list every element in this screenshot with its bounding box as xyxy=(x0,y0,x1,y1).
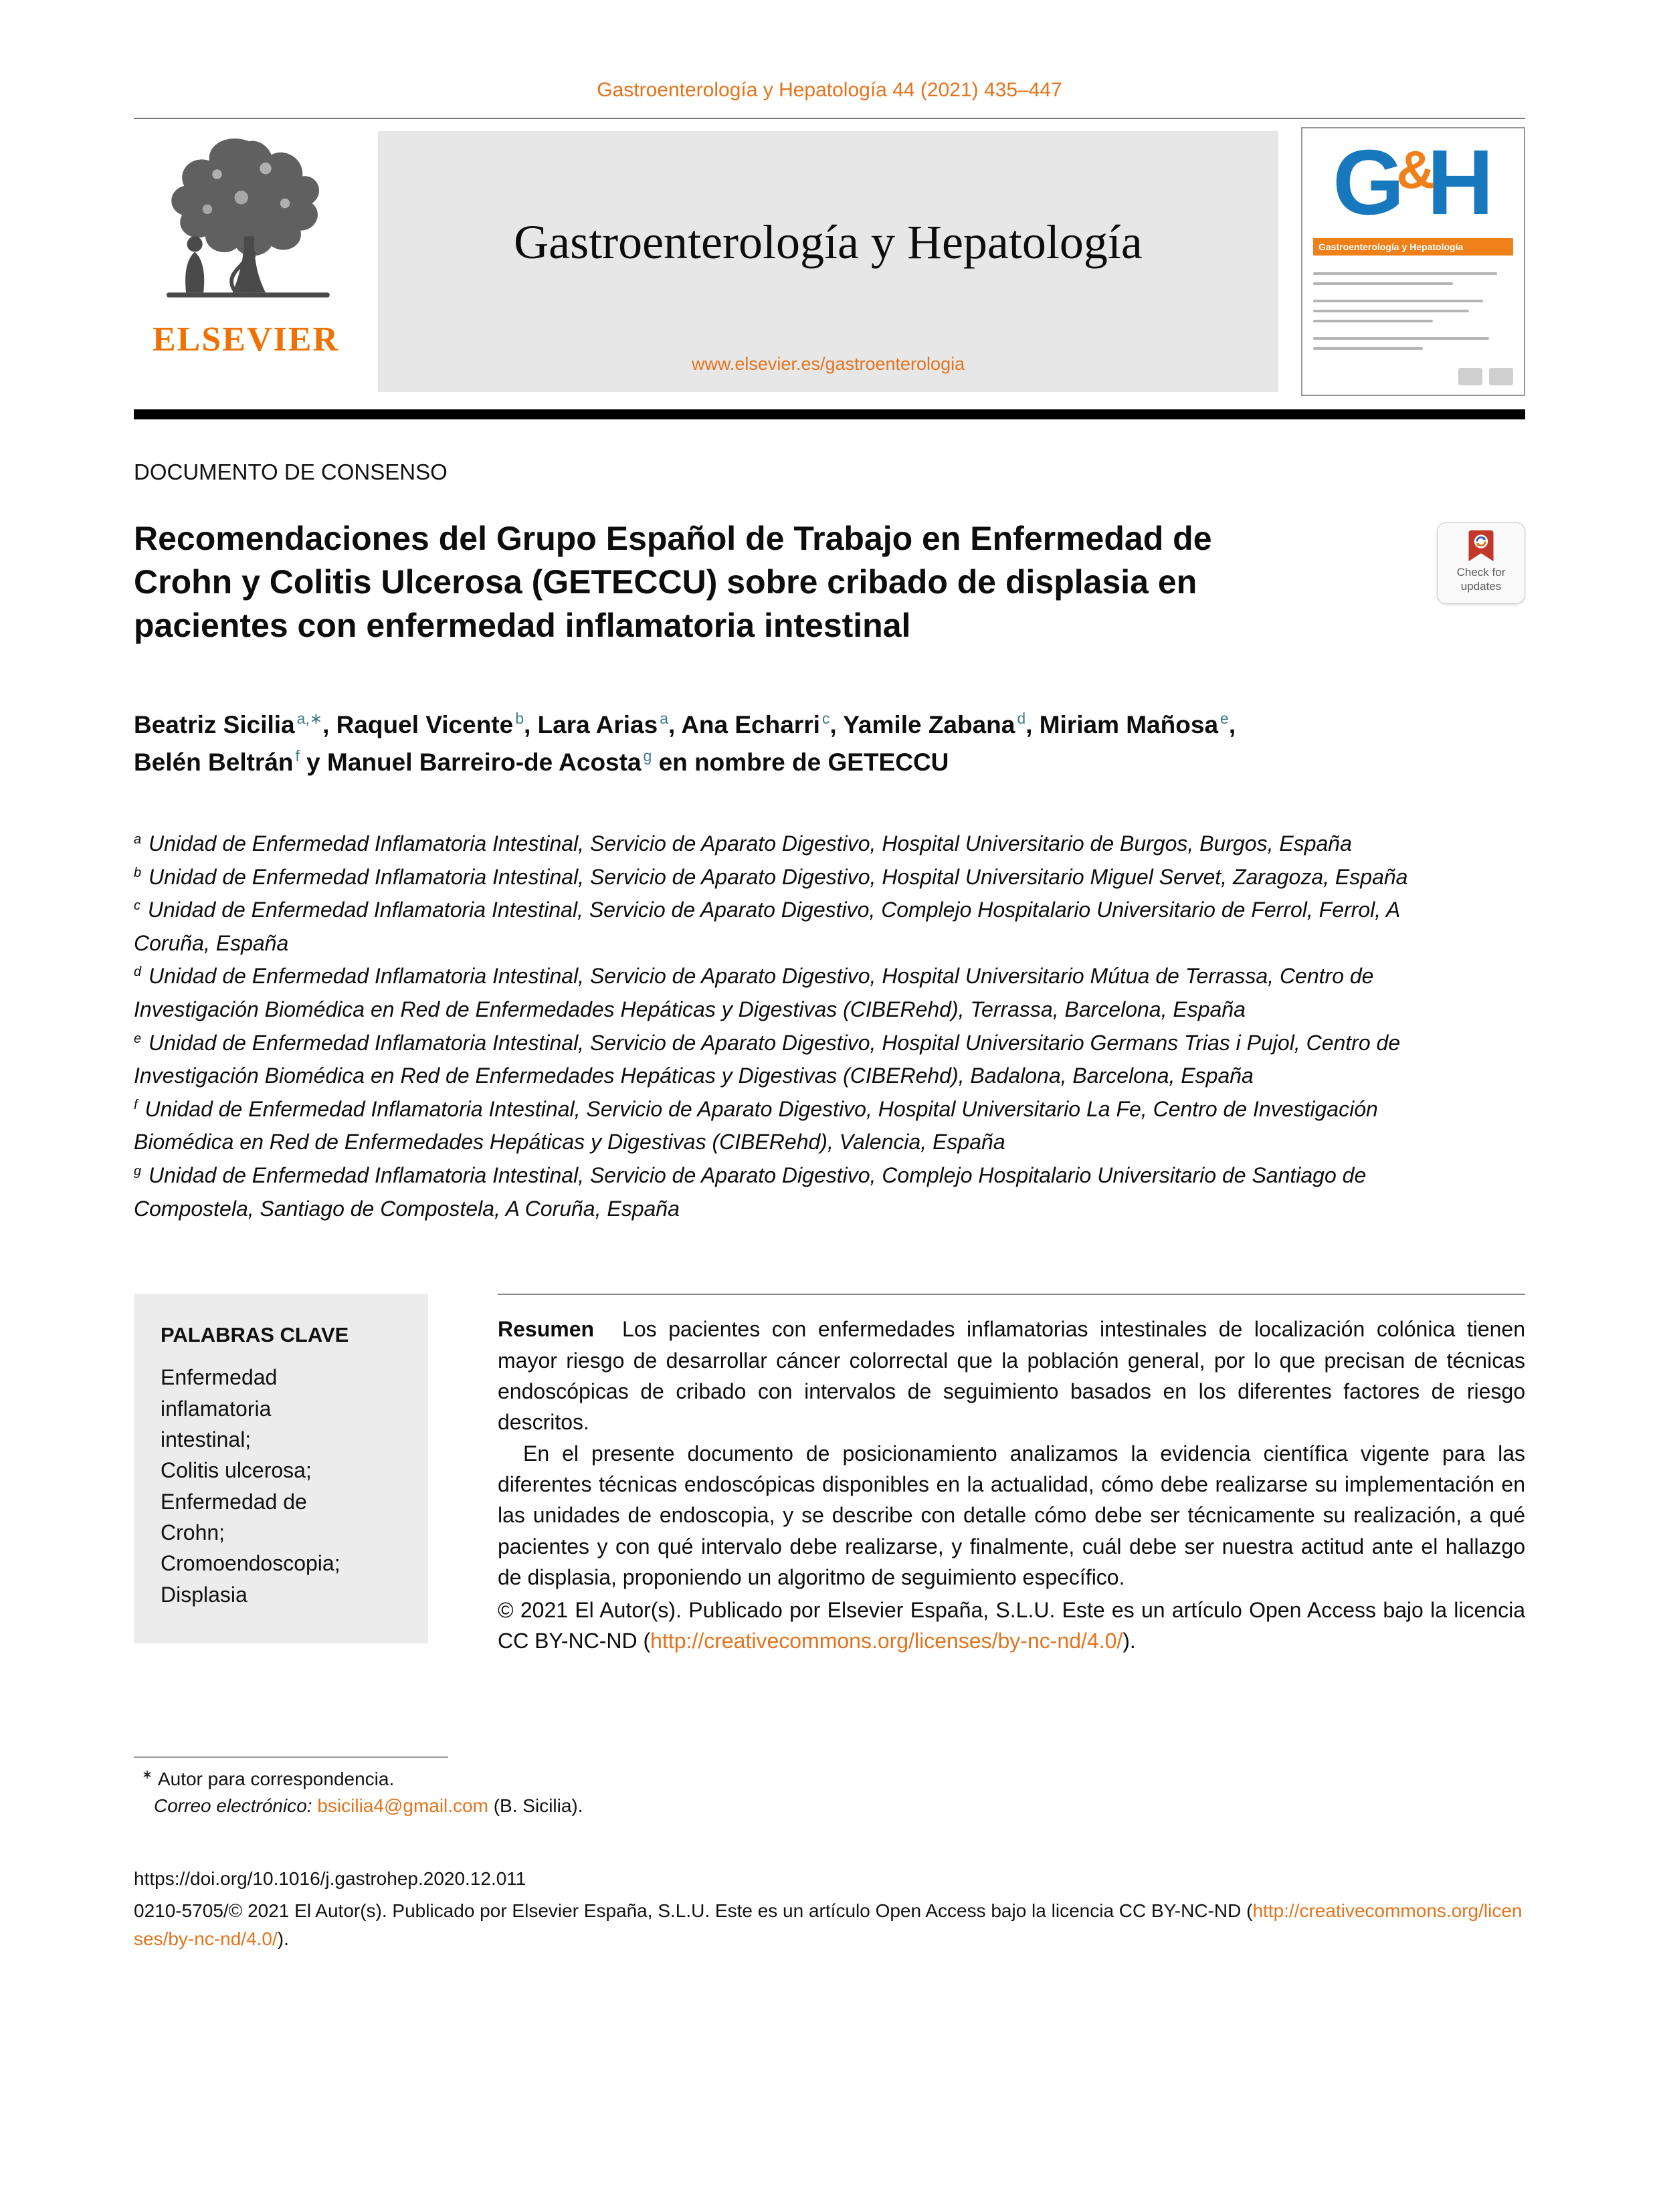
author-name: Raquel Vicente xyxy=(336,711,514,738)
footer-license-link[interactable]: http://creativecommons.org/licenses/by-nc-nd/4.0/ xyxy=(134,1900,1523,1950)
cover-text-line xyxy=(1313,347,1423,350)
keyword: Colitis ulcerosa; xyxy=(161,1458,312,1483)
footnote-marker: ∗ xyxy=(142,1768,153,1783)
cover-logo-placeholder xyxy=(1489,368,1513,385)
author-affiliation-ref: b xyxy=(515,710,524,727)
abstract xyxy=(498,1294,1525,1656)
cover-text-line xyxy=(1313,337,1489,340)
article-type-label: DOCUMENTO DE CONSENSO xyxy=(134,460,448,484)
author-affiliation-ref: a,∗ xyxy=(296,710,323,727)
keyword: Displasia xyxy=(161,1582,248,1607)
gh-logo-h: H xyxy=(1427,131,1494,234)
cover-logo-placeholder xyxy=(1458,368,1482,385)
author-list: Beatriz Sicilia $^{a,∗}$, Raquel Vicente $^b$, Lara Arias $^a$, Ana Echarri $^c$, Yamile Zabana $^d$, Miriam Mañosa $^e$, Belén Beltrán $^f$ y Manuel Barreiro-de Acosta $^g$ en nombre de GETECCU xyxy=(134,710,1236,776)
cover-logos xyxy=(1313,368,1513,385)
affiliation: $^b$ Unidad de Enfermedad Inflamatoria Intestinal, Servicio de Aparato Digestivo, Hospital Universitario Miguel Servet, Zaragoza, España xyxy=(134,864,1408,889)
license-link[interactable]: http://creativecommons.org/licenses/by-nc-nd/4.0/ xyxy=(650,1629,1123,1653)
issn-copyright-text: 0210-5705/© 2021 El Autor(s). Publicado por Elsevier España, S.L.U. Este es un artículo Open Access bajo la licencia CC BY-NC-ND ( xyxy=(134,1900,1253,1922)
affiliation: $^a$ Unidad de Enfermedad Inflamatoria Intestinal, Servicio de Aparato Digestivo, Hospital Universitario de Burgos, Burgos, España xyxy=(134,831,1352,856)
author-name: Manuel Barreiro-de Acosta xyxy=(327,748,642,776)
keyword: Enfermedad inflamatoria intestinal; xyxy=(161,1365,278,1451)
elsevier-brand xyxy=(134,127,358,396)
footer xyxy=(134,1865,1525,1953)
cover-text-line xyxy=(1313,272,1497,275)
cover-text-line xyxy=(1313,300,1483,302)
journal-cover-thumbnail xyxy=(1301,127,1525,396)
cover-journal-name: Gastroenterología y Hepatología xyxy=(1313,238,1513,256)
affiliation: $^d$ Unidad de Enfermedad Inflamatoria Intestinal, Servicio de Aparato Digestivo, Hospital Universitario Mútua de Terrassa, Centro de Investigación Biomédica en Red de Enfermedades Hepáticas y Digestivas (CIBERehd), Terrassa, Barcelona, España xyxy=(134,964,1374,1021)
journal-url-link[interactable]: www.elsevier.es/gastroenterologia xyxy=(691,354,965,374)
header-divider xyxy=(134,118,1525,119)
license-line xyxy=(134,1897,1525,1953)
author-affiliation-ref: a xyxy=(660,710,668,727)
cover-text-line xyxy=(1313,320,1433,322)
copyright-suffix: ). xyxy=(1123,1629,1136,1653)
gh-logo-ampersand: & xyxy=(1396,140,1436,199)
affiliation: $^e$ Unidad de Enfermedad Inflamatoria Intestinal, Servicio de Aparato Digestivo, Hospital Universitario Germans Trias i Pujol, Centro de Investigación Biomédica en Red de Enfermedades Hepáticas y Digestivas (CIBERehd), Badalona, Barcelona, España xyxy=(134,1030,1401,1088)
keyword: Cromoendoscopia; xyxy=(161,1551,340,1576)
author-name: Lara Arias xyxy=(537,711,658,738)
masthead xyxy=(134,127,1525,396)
abstract-section xyxy=(134,1294,1525,1656)
keywords-box xyxy=(134,1294,428,1643)
footnote-rule xyxy=(134,1756,448,1758)
cover-text-line xyxy=(1313,310,1469,312)
author-affiliation-ref: g xyxy=(643,746,652,765)
crossmark-icon xyxy=(1466,529,1496,563)
affiliation: $^g$ Unidad de Enfermedad Inflamatoria Intestinal, Servicio de Aparato Digestivo, Complejo Hospitalario Universitario de Santiago de Compostela, Santiago de Compostela, A Coruña, España xyxy=(134,1163,1367,1221)
abstract-paragraph-2: En el presente documento de posicionamiento analizamos la evidencia científica vigente para las diferentes técnicas endoscópicas disponibles en la actualidad, cómo debe realizarse su implementación en las unidades de endoscopia, y se describe con detalle cómo debe ser técnicamente su realización, a qué pacientes y con qué intervalo debe realizarse, y finalmente, cuál debe ser nuestra actitud ante el hallazgo de displasia, proponiendo un algoritmo de seguimiento específico. xyxy=(498,1441,1525,1590)
cover-text-line xyxy=(1313,282,1453,285)
author-name: Belén Beltrán xyxy=(134,748,294,776)
correspondence-line xyxy=(134,1769,1525,1790)
doi-link[interactable]: https://doi.org/10.1016/j.gastrohep.2020.12.011 xyxy=(134,1868,526,1890)
abstract-paragraph-1 xyxy=(498,1314,1525,1438)
title-row xyxy=(134,517,1525,647)
email-suffix: (B. Sicilia). xyxy=(488,1795,583,1817)
author-name: Yamile Zabana xyxy=(843,711,1015,738)
cover-text-placeholder xyxy=(1313,265,1513,350)
gh-logo xyxy=(1313,131,1513,234)
doi-line xyxy=(134,1865,1525,1893)
author-affiliation-ref: e xyxy=(1220,710,1229,727)
copyright-line xyxy=(498,1595,1525,1657)
author-name: Ana Echarri xyxy=(681,711,820,738)
keywords-heading: PALABRAS CLAVE xyxy=(161,1323,349,1347)
journal-citation: Gastroenterología y Hepatología 44 (2021) 435–447 xyxy=(597,79,1062,101)
gh-logo-g: G xyxy=(1333,131,1405,234)
abstract-text-1: Los pacientes con enfermedades inflamatorias intestinales de localización colónica tienen mayor riesgo de desarrollar cáncer colorrectal que la población general, por lo que precisan de técnicas endoscópicas de cribado con intervalos de seguimiento basados en los diferentes factores de riesgo descritos. xyxy=(498,1317,1525,1435)
masthead-rule xyxy=(134,409,1525,419)
author-affiliation-ref: d xyxy=(1017,710,1026,727)
journal-banner xyxy=(378,131,1278,392)
issn-copyright-suffix: ). xyxy=(277,1928,289,1950)
keywords-list xyxy=(161,1362,355,1610)
email-line xyxy=(134,1795,1525,1817)
author-affiliation-ref: f xyxy=(295,746,300,765)
correspondence-footnote xyxy=(134,1756,1525,1817)
journal-title: Gastroenterología y Hepatología xyxy=(514,215,1143,269)
crossmark-badge[interactable] xyxy=(1437,522,1525,604)
email-link[interactable]: bsicilia4@gmail.com xyxy=(317,1795,488,1817)
affiliation: $^f$ Unidad de Enfermedad Inflamatoria Intestinal, Servicio de Aparato Digestivo, Hospital Universitario La Fe, Centro de Investigación Biomédica en Red de Enfermedades Hepáticas y Digestivas (CIBERehd), Valencia, España xyxy=(134,1096,1378,1154)
author-affiliation-ref: c xyxy=(821,710,830,727)
email-label: Correo electrónico: xyxy=(154,1795,312,1817)
affiliation-list xyxy=(134,827,1432,1225)
correspondence-text: Autor para correspondencia. xyxy=(157,1769,395,1790)
copyright-text: © 2021 El Autor(s). Publicado por Elsevier España, S.L.U. Este es un artículo Open Access bajo la licencia CC BY-NC-ND ( xyxy=(498,1597,1525,1653)
article-title: Recomendaciones del Grupo Español de Trabajo en Enfermedad de Crohn y Colitis Ulcerosa (GETECCU) sobre cribado de displasia en pacientes con enfermedad inflamatoria intestinal xyxy=(134,520,1212,644)
keyword: Enfermedad de Crohn; xyxy=(161,1489,307,1545)
elsevier-wordmark: ELSEVIER xyxy=(153,320,339,359)
author-name: Miriam Mañosa xyxy=(1039,711,1219,738)
abstract-label: Resumen xyxy=(498,1317,595,1342)
affiliation: $^c$ Unidad de Enfermedad Inflamatoria Intestinal, Servicio de Aparato Digestivo, Complejo Hospitalario Universitario de Ferrol, Ferrol, A Coruña, España xyxy=(134,898,1399,955)
crossmark-label: Check for updates xyxy=(1456,566,1506,593)
author-name: Beatriz Sicilia xyxy=(134,711,295,738)
elsevier-tree-icon xyxy=(149,127,343,318)
